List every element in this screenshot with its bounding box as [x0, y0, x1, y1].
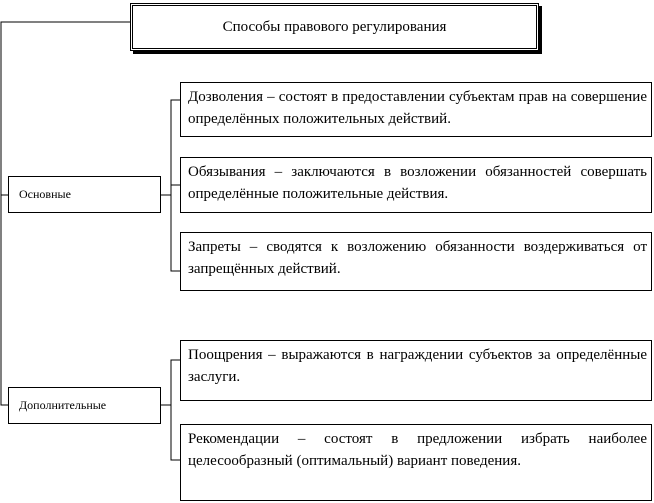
extra-bracket-line	[171, 360, 180, 460]
item-incentives-text: Поощрения – выражаются в награждении субъектов за определённые заслуги.	[188, 347, 647, 385]
item-prohibitions-text: Запреты – сводятся к возложению обязанности воздерживаться от запрещённых действий.	[188, 239, 647, 277]
item-incentives-box	[180, 340, 652, 401]
diagram-title: Способы правового регулирования	[222, 18, 447, 35]
category-extra-box	[8, 387, 161, 424]
category-main-box	[8, 176, 161, 213]
item-prohibitions-box	[180, 232, 652, 291]
item-recommendations-text: Рекомендации – состоят в предложении избрать наиболее целесообразный (оптимальный) вариант поведения.	[188, 431, 647, 469]
item-recommendations-box	[180, 424, 652, 501]
item-permissions-box	[180, 82, 652, 137]
category-main-label: Основные	[19, 187, 71, 201]
diagram-title-box	[130, 3, 539, 51]
item-permissions-text: Дозволения – состоят в предоставлении субъектам прав на совершение определённых положительных действий.	[188, 89, 647, 127]
item-obligations-text: Обязывания – заключаются в возложении обязанностей совершать определённые положительные действия.	[188, 164, 647, 202]
category-extra-label: Дополнительные	[19, 398, 107, 412]
spine-line	[1, 22, 130, 405]
item-obligations-box	[180, 157, 652, 213]
